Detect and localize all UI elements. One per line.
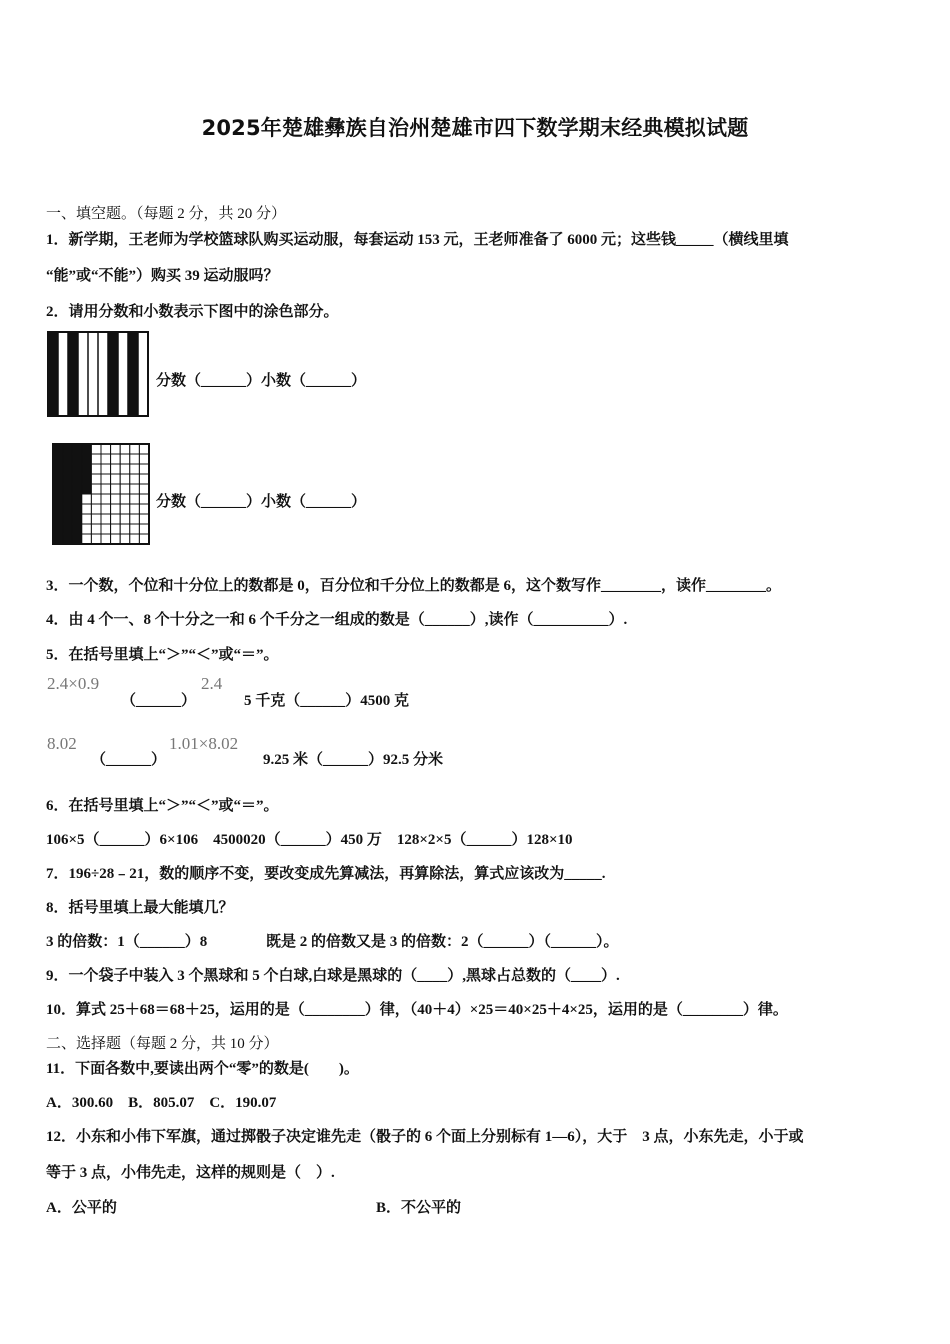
- grid-cell: [120, 504, 130, 514]
- shaded-cell: [53, 504, 63, 514]
- grid-cell: [101, 494, 111, 504]
- shaded-cell: [53, 494, 63, 504]
- question-12-option-b: B．不公平的: [376, 1200, 462, 1216]
- grid-cell: [111, 474, 121, 484]
- grid-cell: [139, 444, 149, 454]
- q5-expression-left: 2.4×0.9: [47, 674, 100, 693]
- grid-cell: [139, 464, 149, 474]
- grid-cell: [120, 484, 130, 494]
- section-heading-choice: 二、选择题（每题 2 分，共 10 分）: [46, 1036, 279, 1052]
- shaded-cell: [82, 464, 92, 474]
- grid-cell: [139, 484, 149, 494]
- grid-cell: [139, 474, 149, 484]
- grid-cell: [101, 534, 111, 544]
- q5-weight-compare: 5 千克（______）4500 克: [244, 693, 410, 709]
- grid-cell: [139, 524, 149, 534]
- grid-cell: [91, 504, 101, 514]
- question-5-text: 5．在括号里填上“＞”“＜”或“＝”。: [46, 647, 279, 663]
- grid-cell: [101, 514, 111, 524]
- grid-cell: [111, 504, 121, 514]
- shaded-cell: [53, 484, 63, 494]
- grid-cell: [82, 524, 92, 534]
- shaded-cell: [53, 444, 63, 454]
- grid-cell: [139, 504, 149, 514]
- shaded-cell: [63, 504, 73, 514]
- figure-1-answer-label: 分数（______）小数（______）: [156, 373, 367, 389]
- shaded-strip: [68, 332, 78, 416]
- grid-cell: [130, 454, 140, 464]
- grid-cell: [91, 454, 101, 464]
- striped-rectangle-figure: [47, 331, 149, 417]
- shaded-strip: [108, 332, 118, 416]
- shaded-cell: [63, 454, 73, 464]
- question-8-part-1: 3 的倍数：1（______）8: [46, 934, 208, 950]
- figure-2-answer-label: 分数（______）小数（______）: [156, 494, 367, 510]
- grid-cell: [82, 534, 92, 544]
- grid-cell: [120, 534, 130, 544]
- question-12-option-a: A．公平的: [46, 1200, 117, 1216]
- shaded-strip: [48, 332, 58, 416]
- shaded-cell: [72, 474, 82, 484]
- shaded-cell: [53, 474, 63, 484]
- shaded-cell: [82, 444, 92, 454]
- grid-cell: [111, 494, 121, 504]
- question-7-text: 7．196÷28﹣21，数的顺序不变，要改变成先算减法，再算除法，算式应该改为_____.: [46, 866, 606, 882]
- question-12-line-2: 等于 3 点，小伟先走，这样的规则是（ ）.: [46, 1165, 335, 1181]
- grid-cell: [111, 534, 121, 544]
- question-3-text: 3．一个数，个位和十分位上的数都是 0，百分位和千分位上的数都是 6，这个数写作________，读作________。: [46, 578, 782, 594]
- question-4-text: 4．由 4 个一、8 个十分之一和 6 个千分之一组成的数是（______）,读作（__________）.: [46, 612, 628, 628]
- grid-cell: [120, 514, 130, 524]
- q5-expression-right: 2.4: [201, 674, 223, 693]
- grid-cell: [130, 524, 140, 534]
- grid-cell: [130, 474, 140, 484]
- grid-cell: [91, 484, 101, 494]
- shaded-cell: [82, 474, 92, 484]
- grid-cell: [91, 524, 101, 534]
- question-9-text: 9．一个袋子中装入 3 个黑球和 5 个白球,白球是黑球的（____）,黑球占总数的（____）.: [46, 968, 620, 984]
- hundred-grid-figure: [52, 443, 150, 545]
- question-8-part-2: 既是 2 的倍数又是 3 的倍数：2（______）（______）。: [266, 934, 619, 950]
- grid-cell: [130, 464, 140, 474]
- shaded-cell: [63, 494, 73, 504]
- grid-cell: [101, 474, 111, 484]
- shaded-cell: [72, 484, 82, 494]
- grid-cell: [101, 454, 111, 464]
- shaded-cell: [72, 444, 82, 454]
- grid-cell: [101, 464, 111, 474]
- grid-cell: [120, 524, 130, 534]
- page-title: 2025年楚雄彝族自治州楚雄市四下数学期末经典模拟试题: [201, 116, 749, 140]
- question-6-items: 106×5（______）6×106 4500020（______）450 万 128×2×5（______）128×10: [46, 832, 573, 848]
- shaded-cell: [63, 534, 73, 544]
- grid-cell: [91, 474, 101, 484]
- grid-cell: [91, 444, 101, 454]
- grid-cell: [91, 464, 101, 474]
- question-11-options: A．300.60 B．805.07 C．190.07: [46, 1095, 277, 1111]
- grid-cell: [82, 494, 92, 504]
- grid-cell: [139, 514, 149, 524]
- grid-cell: [101, 444, 111, 454]
- grid-cell: [120, 454, 130, 464]
- shaded-cell: [82, 484, 92, 494]
- grid-cell: [91, 494, 101, 504]
- question-1-line-2: “能”或“不能”）购买 39 运动服吗？: [46, 268, 279, 284]
- grid-cell: [101, 524, 111, 534]
- grid-cell: [91, 534, 101, 544]
- grid-cell: [139, 494, 149, 504]
- question-11-text: 11．下面各数中,要读出两个“零”的数是( )。: [46, 1061, 359, 1077]
- grid-cell: [111, 454, 121, 464]
- grid-cell: [120, 474, 130, 484]
- grid-cell: [91, 514, 101, 524]
- grid-cell: [120, 444, 130, 454]
- grid-cell: [82, 504, 92, 514]
- q5-blank: （______）: [91, 752, 167, 768]
- shaded-strip: [128, 332, 138, 416]
- shaded-cell: [72, 464, 82, 474]
- grid-cell: [130, 444, 140, 454]
- grid-cell: [101, 484, 111, 494]
- grid-cell: [139, 534, 149, 544]
- q5-length-compare: 9.25 米（______）92.5 分米: [263, 752, 444, 768]
- section-heading-fill-blank: 一、填空题。（每题 2 分，共 20 分）: [46, 206, 287, 222]
- shaded-cell: [72, 454, 82, 464]
- grid-cell: [111, 464, 121, 474]
- grid-cell: [120, 494, 130, 504]
- grid-cell: [82, 514, 92, 524]
- shaded-cell: [53, 454, 63, 464]
- shaded-cell: [63, 474, 73, 484]
- shaded-cell: [53, 524, 63, 534]
- question-8-text: 8．括号里填上最大能填几？: [46, 900, 234, 916]
- q5-expression-left: 8.02: [47, 734, 77, 753]
- shaded-cell: [72, 524, 82, 534]
- grid-cell: [101, 504, 111, 514]
- grid-cell: [111, 524, 121, 534]
- shaded-cell: [72, 494, 82, 504]
- shaded-cell: [72, 534, 82, 544]
- question-1-line-1: 1．新学期，王老师为学校篮球队购买运动服，每套运动 153 元，王老师准备了 6000 元；这些钱_____（横线里填: [46, 232, 789, 248]
- grid-cell: [130, 504, 140, 514]
- shaded-cell: [63, 484, 73, 494]
- shaded-cell: [63, 444, 73, 454]
- shaded-cell: [53, 464, 63, 474]
- shaded-cell: [53, 534, 63, 544]
- shaded-cell: [53, 514, 63, 524]
- shaded-cell: [72, 514, 82, 524]
- shaded-cell: [82, 454, 92, 464]
- grid-cell: [111, 484, 121, 494]
- shaded-cell: [63, 464, 73, 474]
- q5-blank: （______）: [121, 693, 197, 709]
- question-6-text: 6．在括号里填上“＞”“＜”或“＝”。: [46, 798, 279, 814]
- question-10-text: 10．算式 25＋68＝68＋25，运用的是（________）律，（40＋4）×25＝40×25＋4×25，运用的是（________）律。: [46, 1002, 788, 1018]
- shaded-cell: [63, 524, 73, 534]
- grid-cell: [130, 494, 140, 504]
- question-12-line-1: 12．小东和小伟下军旗，通过掷骰子决定谁先走（骰子的 6 个面上分别标有 1—6），大于 3 点，小东先走，小于或: [46, 1129, 804, 1145]
- grid-cell: [130, 484, 140, 494]
- grid-cell: [130, 534, 140, 544]
- grid-cell: [111, 514, 121, 524]
- grid-cell: [139, 454, 149, 464]
- grid-cell: [120, 464, 130, 474]
- shaded-cell: [72, 504, 82, 514]
- shaded-cell: [63, 514, 73, 524]
- question-2-text: 2．请用分数和小数表示下图中的涂色部分。: [46, 304, 339, 320]
- grid-cell: [130, 514, 140, 524]
- grid-cell: [111, 444, 121, 454]
- q5-expression-right: 1.01×8.02: [169, 734, 239, 753]
